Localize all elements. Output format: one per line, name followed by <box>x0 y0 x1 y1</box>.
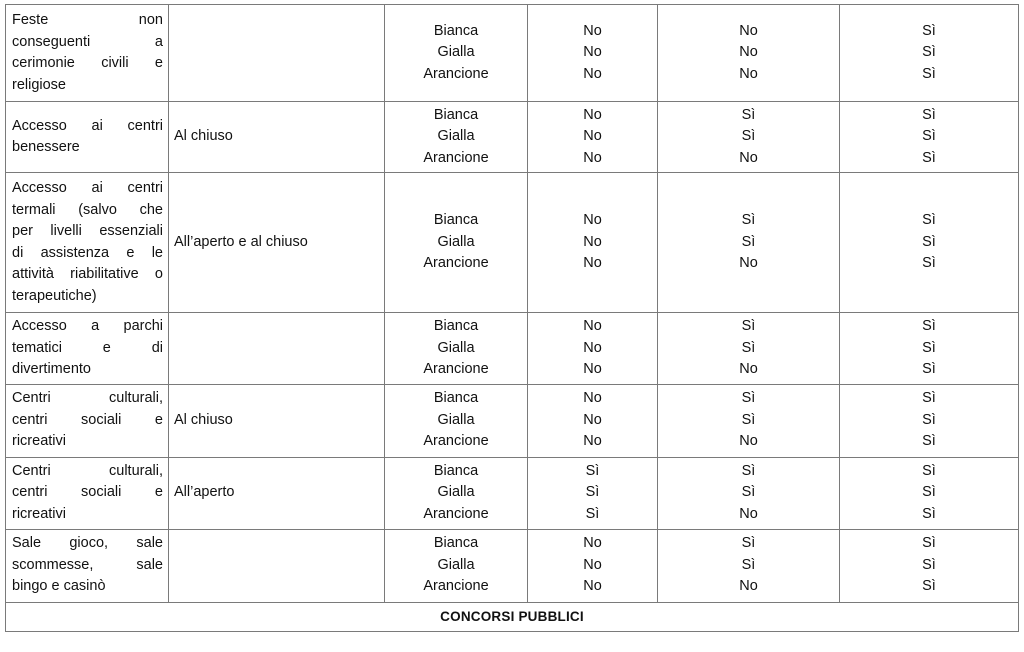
zone-label: Arancione <box>423 65 489 82</box>
activity-line: Accesso a parchi <box>12 318 163 334</box>
value-label: Sì <box>922 462 936 479</box>
activity-line: divertimento <box>12 361 91 377</box>
activity-line: bingo e casinò <box>12 578 106 595</box>
value-label: Sì <box>741 535 756 552</box>
activity-line: Centri culturali, <box>12 462 163 479</box>
value-cell-col3 <box>528 457 658 529</box>
zone-label: Arancione <box>423 578 489 595</box>
value-cell-col3 <box>528 102 658 173</box>
value-cell-col3 <box>528 529 658 602</box>
value-label: No <box>583 411 602 428</box>
value-label: No <box>583 361 602 377</box>
value-label: No <box>583 390 602 407</box>
value-label: Sì <box>922 484 936 501</box>
value-label: Sì <box>922 318 936 334</box>
value-label: No <box>739 433 758 450</box>
zone-label: Arancione <box>423 149 489 166</box>
value-label: No <box>583 212 602 229</box>
value-label: Sì <box>922 106 936 123</box>
value-label: No <box>583 106 602 123</box>
value-label: Sì <box>922 22 936 39</box>
value-label: Sì <box>922 44 936 61</box>
zone-cell <box>385 457 528 529</box>
value-label: Sì <box>741 318 756 334</box>
zone-label: Arancione <box>423 433 489 450</box>
value-cell-col3 <box>528 384 658 457</box>
zone-cell <box>385 529 528 602</box>
value-label: Sì <box>922 128 936 145</box>
value-cell-col3 <box>528 5 658 102</box>
value-cell-col5 <box>840 313 1019 385</box>
value-label: No <box>583 339 602 356</box>
value-label: No <box>739 505 758 522</box>
value-label: No <box>583 233 602 250</box>
value-label: Sì <box>922 433 936 450</box>
activity-cell <box>6 173 169 313</box>
value-label: No <box>739 44 758 61</box>
activity-line: centri sociali e <box>12 411 163 428</box>
value-cell-col4 <box>658 529 840 602</box>
zone-label: Bianca <box>433 535 479 552</box>
value-label: No <box>739 255 758 272</box>
zone-label: Bianca <box>433 318 479 334</box>
measures-table <box>5 4 1019 632</box>
activity-line: attività riabilitative o <box>12 266 163 282</box>
value-cell-col5 <box>840 529 1019 602</box>
setting-cell <box>169 5 385 102</box>
activity-line: per livelli essenziali <box>12 223 163 239</box>
value-label: No <box>739 65 758 82</box>
activity-line: Sale gioco, sale <box>12 535 163 552</box>
value-cell-col3 <box>528 173 658 313</box>
value-label: No <box>583 149 602 166</box>
activity-line: ricreativi <box>12 433 66 450</box>
value-cell-col5 <box>840 173 1019 313</box>
activity-line: Feste non <box>12 12 163 28</box>
activity-cell <box>6 529 169 602</box>
zone-cell <box>385 313 528 385</box>
section-title: CONCORSI PUBBLICI <box>6 602 1019 631</box>
value-label: No <box>739 149 758 166</box>
value-label: Sì <box>741 484 756 501</box>
activity-cell <box>6 313 169 385</box>
value-label: No <box>583 128 602 145</box>
activity-line: Accesso ai centri <box>12 117 163 134</box>
activity-line: Centri culturali, <box>12 390 163 407</box>
zone-label: Gialla <box>437 411 475 428</box>
setting-cell: Al chiuso <box>169 102 385 173</box>
value-label: No <box>583 318 602 334</box>
zone-label: Gialla <box>437 339 475 356</box>
value-label: No <box>583 255 602 272</box>
value-label: No <box>583 578 602 595</box>
setting-cell <box>169 529 385 602</box>
value-cell-col4 <box>658 384 840 457</box>
value-cell-col5 <box>840 5 1019 102</box>
table-row <box>6 529 1019 602</box>
value-cell-col5 <box>840 457 1019 529</box>
table-row <box>6 457 1019 529</box>
activity-line: conseguenti a <box>12 33 163 50</box>
value-label: Sì <box>585 505 600 522</box>
zone-label: Gialla <box>437 128 475 145</box>
value-label: Sì <box>585 462 600 479</box>
value-label: Sì <box>922 390 936 407</box>
table-row <box>6 313 1019 385</box>
setting-cell: All’aperto e al chiuso <box>169 173 385 313</box>
value-label: Sì <box>922 505 936 522</box>
activity-cell <box>6 102 169 173</box>
value-label: Sì <box>585 484 600 501</box>
activity-line: di assistenza e le <box>12 244 163 261</box>
zone-cell <box>385 173 528 313</box>
value-label: Sì <box>741 106 756 123</box>
value-label: Sì <box>922 361 936 377</box>
value-label: Sì <box>741 462 756 479</box>
value-cell-col5 <box>840 384 1019 457</box>
zone-label: Bianca <box>433 390 479 407</box>
table-body <box>6 5 1019 603</box>
zone-cell <box>385 384 528 457</box>
zone-label: Bianca <box>433 212 479 229</box>
value-label: Sì <box>741 339 756 356</box>
value-cell-col5 <box>840 102 1019 173</box>
value-label: Sì <box>741 390 756 407</box>
value-label: No <box>583 433 602 450</box>
zone-label: Bianca <box>433 462 479 479</box>
table-row <box>6 173 1019 313</box>
activity-line: ricreativi <box>12 505 66 522</box>
value-label: Sì <box>922 339 936 356</box>
value-label: Sì <box>922 255 936 272</box>
zone-label: Gialla <box>437 484 475 501</box>
value-label: Sì <box>922 233 936 250</box>
zone-label: Gialla <box>437 556 475 573</box>
value-cell-col4 <box>658 102 840 173</box>
zone-label: Bianca <box>433 106 479 123</box>
value-label: Sì <box>922 556 936 573</box>
table-row <box>6 102 1019 173</box>
value-label: Sì <box>922 411 936 428</box>
activity-cell <box>6 384 169 457</box>
zone-label: Gialla <box>437 233 475 250</box>
value-label: Sì <box>741 411 756 428</box>
value-cell-col4 <box>658 5 840 102</box>
value-cell-col4 <box>658 457 840 529</box>
zone-label: Bianca <box>433 22 479 39</box>
zone-label: Gialla <box>437 44 475 61</box>
activity-line: scommesse, sale <box>12 556 163 573</box>
zone-cell <box>385 102 528 173</box>
activity-line: cerimonie civili e <box>12 55 163 71</box>
activity-line: tematici e di <box>12 339 163 356</box>
table-row <box>6 5 1019 102</box>
zone-cell <box>385 5 528 102</box>
activity-line: Accesso ai centri <box>12 180 163 196</box>
section-row <box>6 602 1019 631</box>
setting-cell: Al chiuso <box>169 384 385 457</box>
value-label: No <box>739 361 758 377</box>
value-label: No <box>583 65 602 82</box>
value-label: No <box>583 535 602 552</box>
activity-line: terapeutiche) <box>12 287 97 304</box>
setting-cell <box>169 313 385 385</box>
setting-cell: All’aperto <box>169 457 385 529</box>
value-label: Sì <box>741 233 756 250</box>
value-label: Sì <box>741 556 756 573</box>
value-label: Sì <box>922 535 936 552</box>
activity-line: religiose <box>12 76 66 93</box>
activity-cell <box>6 457 169 529</box>
zone-label: Arancione <box>423 505 489 522</box>
activity-line: benessere <box>12 139 80 155</box>
value-cell-col4 <box>658 313 840 385</box>
value-label: Sì <box>741 212 756 229</box>
value-cell-col3 <box>528 313 658 385</box>
activity-line: termali (salvo che <box>12 201 163 218</box>
activity-line: centri sociali e <box>12 484 163 501</box>
value-label: Sì <box>922 65 936 82</box>
value-label: No <box>583 556 602 573</box>
value-label: No <box>739 578 758 595</box>
zone-label: Arancione <box>423 361 489 377</box>
value-label: Sì <box>741 128 756 145</box>
table-row <box>6 384 1019 457</box>
activity-cell <box>6 5 169 102</box>
value-cell-col4 <box>658 173 840 313</box>
value-label: No <box>739 22 758 39</box>
value-label: No <box>583 44 602 61</box>
value-label: Sì <box>922 212 936 229</box>
zone-label: Arancione <box>423 255 489 272</box>
value-label: No <box>583 22 602 39</box>
value-label: Sì <box>922 149 936 166</box>
value-label: Sì <box>922 578 936 595</box>
